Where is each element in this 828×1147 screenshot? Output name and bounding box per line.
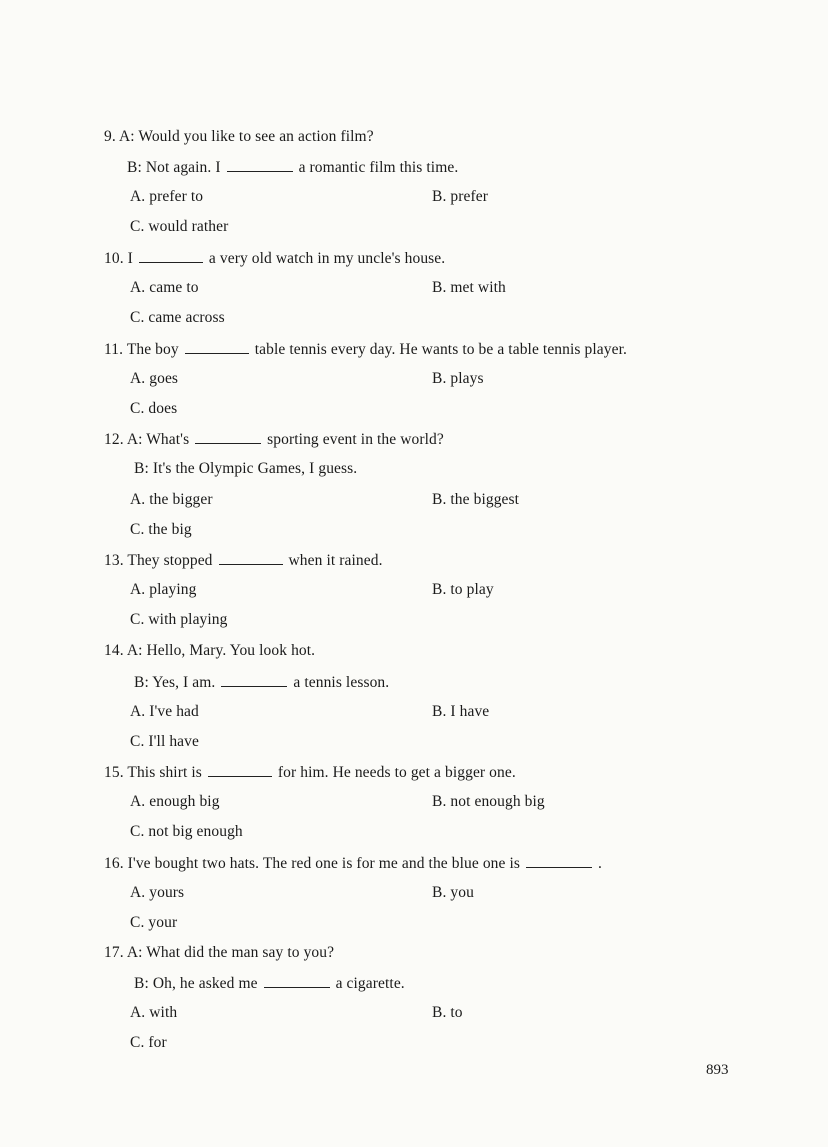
dialogue-b-before: B: Yes, I am. — [134, 674, 216, 691]
question-11-stem — [104, 339, 627, 360]
stem-before: I — [127, 250, 133, 267]
dialogue-a: A: Hello, Mary. You look hot. — [126, 642, 316, 659]
stem-before: The boy — [126, 341, 179, 358]
question-number: 11. — [104, 341, 124, 358]
question-number: 15. — [104, 764, 124, 781]
option-c[interactable]: C. does — [130, 400, 178, 417]
question-17-line-b — [134, 973, 405, 994]
answer-blank[interactable] — [195, 429, 261, 444]
option-b[interactable]: B. to play — [432, 581, 494, 598]
option-b[interactable]: B. not enough big — [432, 793, 545, 810]
question-number: 9. — [104, 128, 116, 145]
dialogue-a: A: What did the man say to you? — [126, 944, 335, 961]
question-number: 17. — [104, 944, 124, 961]
question-number: 12. — [104, 431, 124, 448]
question-13-stem — [104, 550, 383, 571]
stem-before: I've bought two hats. The red one is for me and the blue one is — [127, 855, 521, 872]
question-number: 16. — [104, 855, 124, 872]
option-a[interactable]: A. came to — [130, 279, 199, 296]
dialogue-b: B: It's the Olympic Games, I guess. — [134, 460, 358, 477]
stem-before: A: What's — [126, 431, 190, 448]
option-c[interactable]: C. came across — [130, 309, 225, 326]
option-a[interactable]: A. yours — [130, 884, 185, 901]
question-number: 13. — [104, 552, 124, 569]
option-b[interactable]: B. I have — [432, 703, 490, 720]
question-14-line-a — [104, 641, 315, 661]
question-9-line-b — [127, 157, 458, 178]
answer-blank[interactable] — [208, 762, 272, 777]
option-a[interactable]: A. playing — [130, 581, 197, 598]
stem-after: for him. He needs to get a bigger one. — [277, 764, 516, 781]
answer-blank[interactable] — [185, 339, 249, 354]
option-a[interactable]: A. the bigger — [130, 491, 213, 508]
stem-before: This shirt is — [127, 764, 202, 781]
option-c[interactable]: C. I'll have — [130, 733, 199, 750]
question-12-stem — [104, 429, 444, 450]
question-9-line-a — [104, 127, 374, 147]
option-a[interactable]: A. I've had — [130, 703, 199, 720]
dialogue-a: A: Would you like to see an action film? — [118, 128, 374, 145]
option-c[interactable]: C. the big — [130, 521, 192, 538]
option-b[interactable]: B. to — [432, 1004, 463, 1021]
answer-blank[interactable] — [219, 550, 283, 565]
question-14-line-b — [134, 672, 389, 693]
option-c[interactable]: C. for — [130, 1034, 167, 1051]
answer-blank[interactable] — [264, 973, 330, 988]
question-number: 14. — [104, 642, 124, 659]
option-b[interactable]: B. the biggest — [432, 491, 520, 508]
option-a[interactable]: A. enough big — [130, 793, 220, 810]
answer-blank[interactable] — [526, 853, 592, 868]
dialogue-b-before: B: Not again. I — [127, 159, 221, 176]
page-number: 893 — [706, 1062, 729, 1078]
option-b[interactable]: B. prefer — [432, 188, 488, 205]
dialogue-b-after: a tennis lesson. — [293, 674, 390, 691]
option-c[interactable]: C. not big enough — [130, 823, 243, 840]
question-16-stem — [104, 853, 602, 874]
question-17-line-a — [104, 943, 334, 963]
option-a[interactable]: A. goes — [130, 370, 179, 387]
question-10-stem — [104, 248, 445, 269]
question-15-stem — [104, 762, 516, 783]
option-b[interactable]: B. plays — [432, 370, 484, 387]
option-a[interactable]: A. prefer to — [130, 188, 204, 205]
answer-blank[interactable] — [139, 248, 203, 263]
option-c[interactable]: C. your — [130, 914, 178, 931]
option-c[interactable]: C. would rather — [130, 218, 229, 235]
option-a[interactable]: A. with — [130, 1004, 178, 1021]
stem-after: a very old watch in my uncle's house. — [208, 250, 446, 267]
stem-before: They stopped — [127, 552, 213, 569]
option-b[interactable]: B. met with — [432, 279, 506, 296]
dialogue-b-before: B: Oh, he asked me — [134, 975, 258, 992]
stem-after: table tennis every day. He wants to be a table tennis player. — [254, 341, 627, 358]
option-c[interactable]: C. with playing — [130, 611, 228, 628]
dialogue-b-after: a romantic film this time. — [298, 159, 459, 176]
dialogue-b-after: a cigarette. — [335, 975, 405, 992]
stem-after: sporting event in the world? — [267, 431, 444, 448]
stem-after: when it rained. — [288, 552, 383, 569]
question-number: 10. — [104, 250, 124, 267]
answer-blank[interactable] — [227, 157, 293, 172]
stem-after: . — [597, 855, 602, 872]
answer-blank[interactable] — [221, 672, 287, 687]
option-b[interactable]: B. you — [432, 884, 474, 901]
